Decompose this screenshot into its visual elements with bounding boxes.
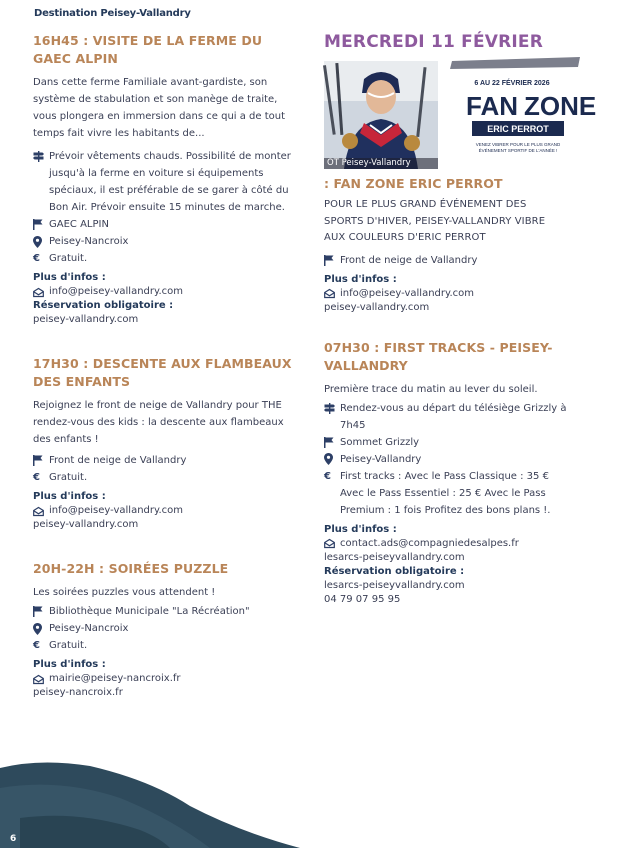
event-website[interactable]: peisey-nancroix.fr (33, 687, 123, 698)
event-note: Rendez-vous au départ du télésiège Grizzly à 7h45 (324, 400, 569, 434)
page-number: 6 (10, 834, 17, 844)
event-description: POUR LE PLUS GRAND ÉVÉNEMENT DES SPORTS D'HIVER, PEISEY-VALLANDRY VIBRE AUX COULEURS D'ERIC PERROT (324, 199, 546, 243)
event-title: 16H45 : VISITE DE LA FERME DU GAEC ALPIN (33, 33, 263, 66)
flag-icon (324, 434, 340, 451)
event-puzzle-evenings (33, 560, 293, 700)
event-email[interactable]: info@peisey-vallandry.com (33, 285, 293, 299)
event-email[interactable]: contact.ads@compagniedesalpes.fr (324, 537, 569, 551)
decorative-wave (0, 758, 621, 848)
event-email[interactable]: info@peisey-vallandry.com (33, 504, 293, 518)
envelope-icon (324, 287, 340, 301)
event-price: € Gratuit. (33, 469, 293, 486)
event-email[interactable]: mairie@peisey-nancroix.fr (33, 672, 293, 686)
event-email[interactable]: info@peisey-vallandry.com (324, 287, 569, 301)
event-town: Peisey-Vallandry (324, 451, 569, 468)
event-first-tracks (324, 339, 569, 607)
page-header: Destination Peisey-Vallandry (34, 8, 191, 19)
event-place: Bibliothèque Municipale "La Récréation" (33, 603, 293, 620)
event-town: Peisey-Nancroix (33, 620, 293, 637)
reservation-website[interactable]: lesarcs-peiseyvallandry.com (324, 579, 465, 591)
event-images (324, 61, 597, 171)
poster-tagline-1: VENEZ VIBRER POUR LE PLUS GRAND (475, 142, 561, 147)
event-farm-visit (33, 32, 293, 327)
event-place: GAEC ALPIN (33, 216, 293, 233)
flag-icon (33, 452, 49, 469)
signpost-icon (324, 400, 340, 417)
right-column (324, 32, 597, 625)
event-town: Peisey-Nancroix (33, 233, 293, 250)
event-title: 07H30 : FIRST TRACKS - PEISEY-VALLANDRY (324, 339, 553, 373)
map-pin-icon (33, 620, 49, 637)
euro-icon: € (33, 253, 40, 264)
envelope-icon (33, 504, 49, 518)
more-info-label: Plus d'infos : (33, 272, 106, 283)
event-title: : FAN ZONE ERIC PERROT (324, 176, 503, 191)
left-column (33, 32, 293, 718)
event-description: Rejoignez le front de neige de Vallandry pour THE rendez-vous des kids : la descente aux flambeaux des enfants ! (33, 400, 284, 445)
event-website[interactable]: lesarcs-peiseyvallandry.com (324, 551, 465, 563)
event-description: Dans cette ferme Familiale avant-gardiste, son système de stabulation et son manège de traite, vous plongera en immersion dans ce qui a de tout temps fait vivre les habitants de... (33, 77, 286, 139)
envelope-icon (33, 285, 49, 299)
date-heading: MERCREDI 11 FÉVRIER (324, 32, 544, 52)
poster-name: ERIC PERROT (487, 124, 549, 134)
event-description: Les soirées puzzles vous attendent ! (33, 587, 216, 598)
event-fan-zone (324, 175, 569, 315)
event-title: 17H30 : DESCENTE AUX FLAMBEAUX DES ENFANTS (33, 356, 292, 389)
athlete-photo (324, 61, 438, 169)
euro-icon: € (33, 472, 40, 483)
euro-icon: € (324, 470, 331, 482)
flag-icon (33, 216, 49, 233)
euro-icon: € (33, 640, 40, 651)
event-website[interactable]: peisey-vallandry.com (33, 519, 139, 530)
event-price: € First tracks : Avec le Pass Classique : 35 € Avec le Pass Essentiel : 25 € Avec le Pass Premium : 1 fois Profitez des bons plans !. (324, 468, 569, 519)
more-info-label: Plus d'infos : (324, 273, 397, 285)
event-place: Sommet Grizzly (324, 434, 569, 451)
envelope-icon (33, 672, 49, 686)
event-price: € Gratuit. (33, 637, 293, 654)
fan-zone-poster (442, 55, 597, 167)
event-price: € Gratuit. (33, 250, 293, 267)
event-website[interactable]: peisey-vallandry.com (33, 314, 139, 325)
event-website[interactable]: peisey-vallandry.com (324, 301, 430, 313)
event-torchlight-descent (33, 355, 293, 532)
event-description: Première trace du matin au lever du soleil. (324, 383, 538, 395)
envelope-icon (324, 537, 340, 551)
map-pin-icon (324, 451, 340, 468)
map-pin-icon (33, 233, 49, 250)
poster-dates: 6 AU 22 FÉVRIER 2026 (474, 80, 550, 87)
signpost-icon (33, 148, 49, 165)
event-note: Prévoir vêtements chauds. Possibilité de monter jusqu'à la ferme en voiture si équipements spéciaux, il est préférable de se garer à côté du Bon Air. Prévoir ensuite 15 minutes de marche. (33, 148, 293, 216)
event-place: Front de neige de Vallandry (33, 452, 293, 469)
event-title: 20H-22H : SOIRÉES PUZZLE (33, 561, 229, 576)
reservation-label: Réservation obligatoire : (324, 565, 465, 577)
more-info-label: Plus d'infos : (33, 491, 106, 502)
poster-tagline-2: ÉVÉNEMENT SPORTIF DE L'ANNÉE ! (478, 148, 558, 153)
flag-icon (33, 603, 49, 620)
more-info-label: Plus d'infos : (324, 523, 397, 535)
more-info-label: Plus d'infos : (33, 659, 106, 670)
reservation-phone[interactable]: 04 79 07 95 95 (324, 593, 401, 605)
photo-caption: OT Peisey-Vallandry (324, 158, 438, 169)
poster-fan: FAN (466, 91, 518, 121)
flag-icon (324, 252, 340, 269)
reservation-label: Réservation obligatoire : (33, 300, 174, 311)
poster-zone: ZONE (524, 91, 597, 121)
event-place: Front de neige de Vallandry (324, 252, 569, 269)
